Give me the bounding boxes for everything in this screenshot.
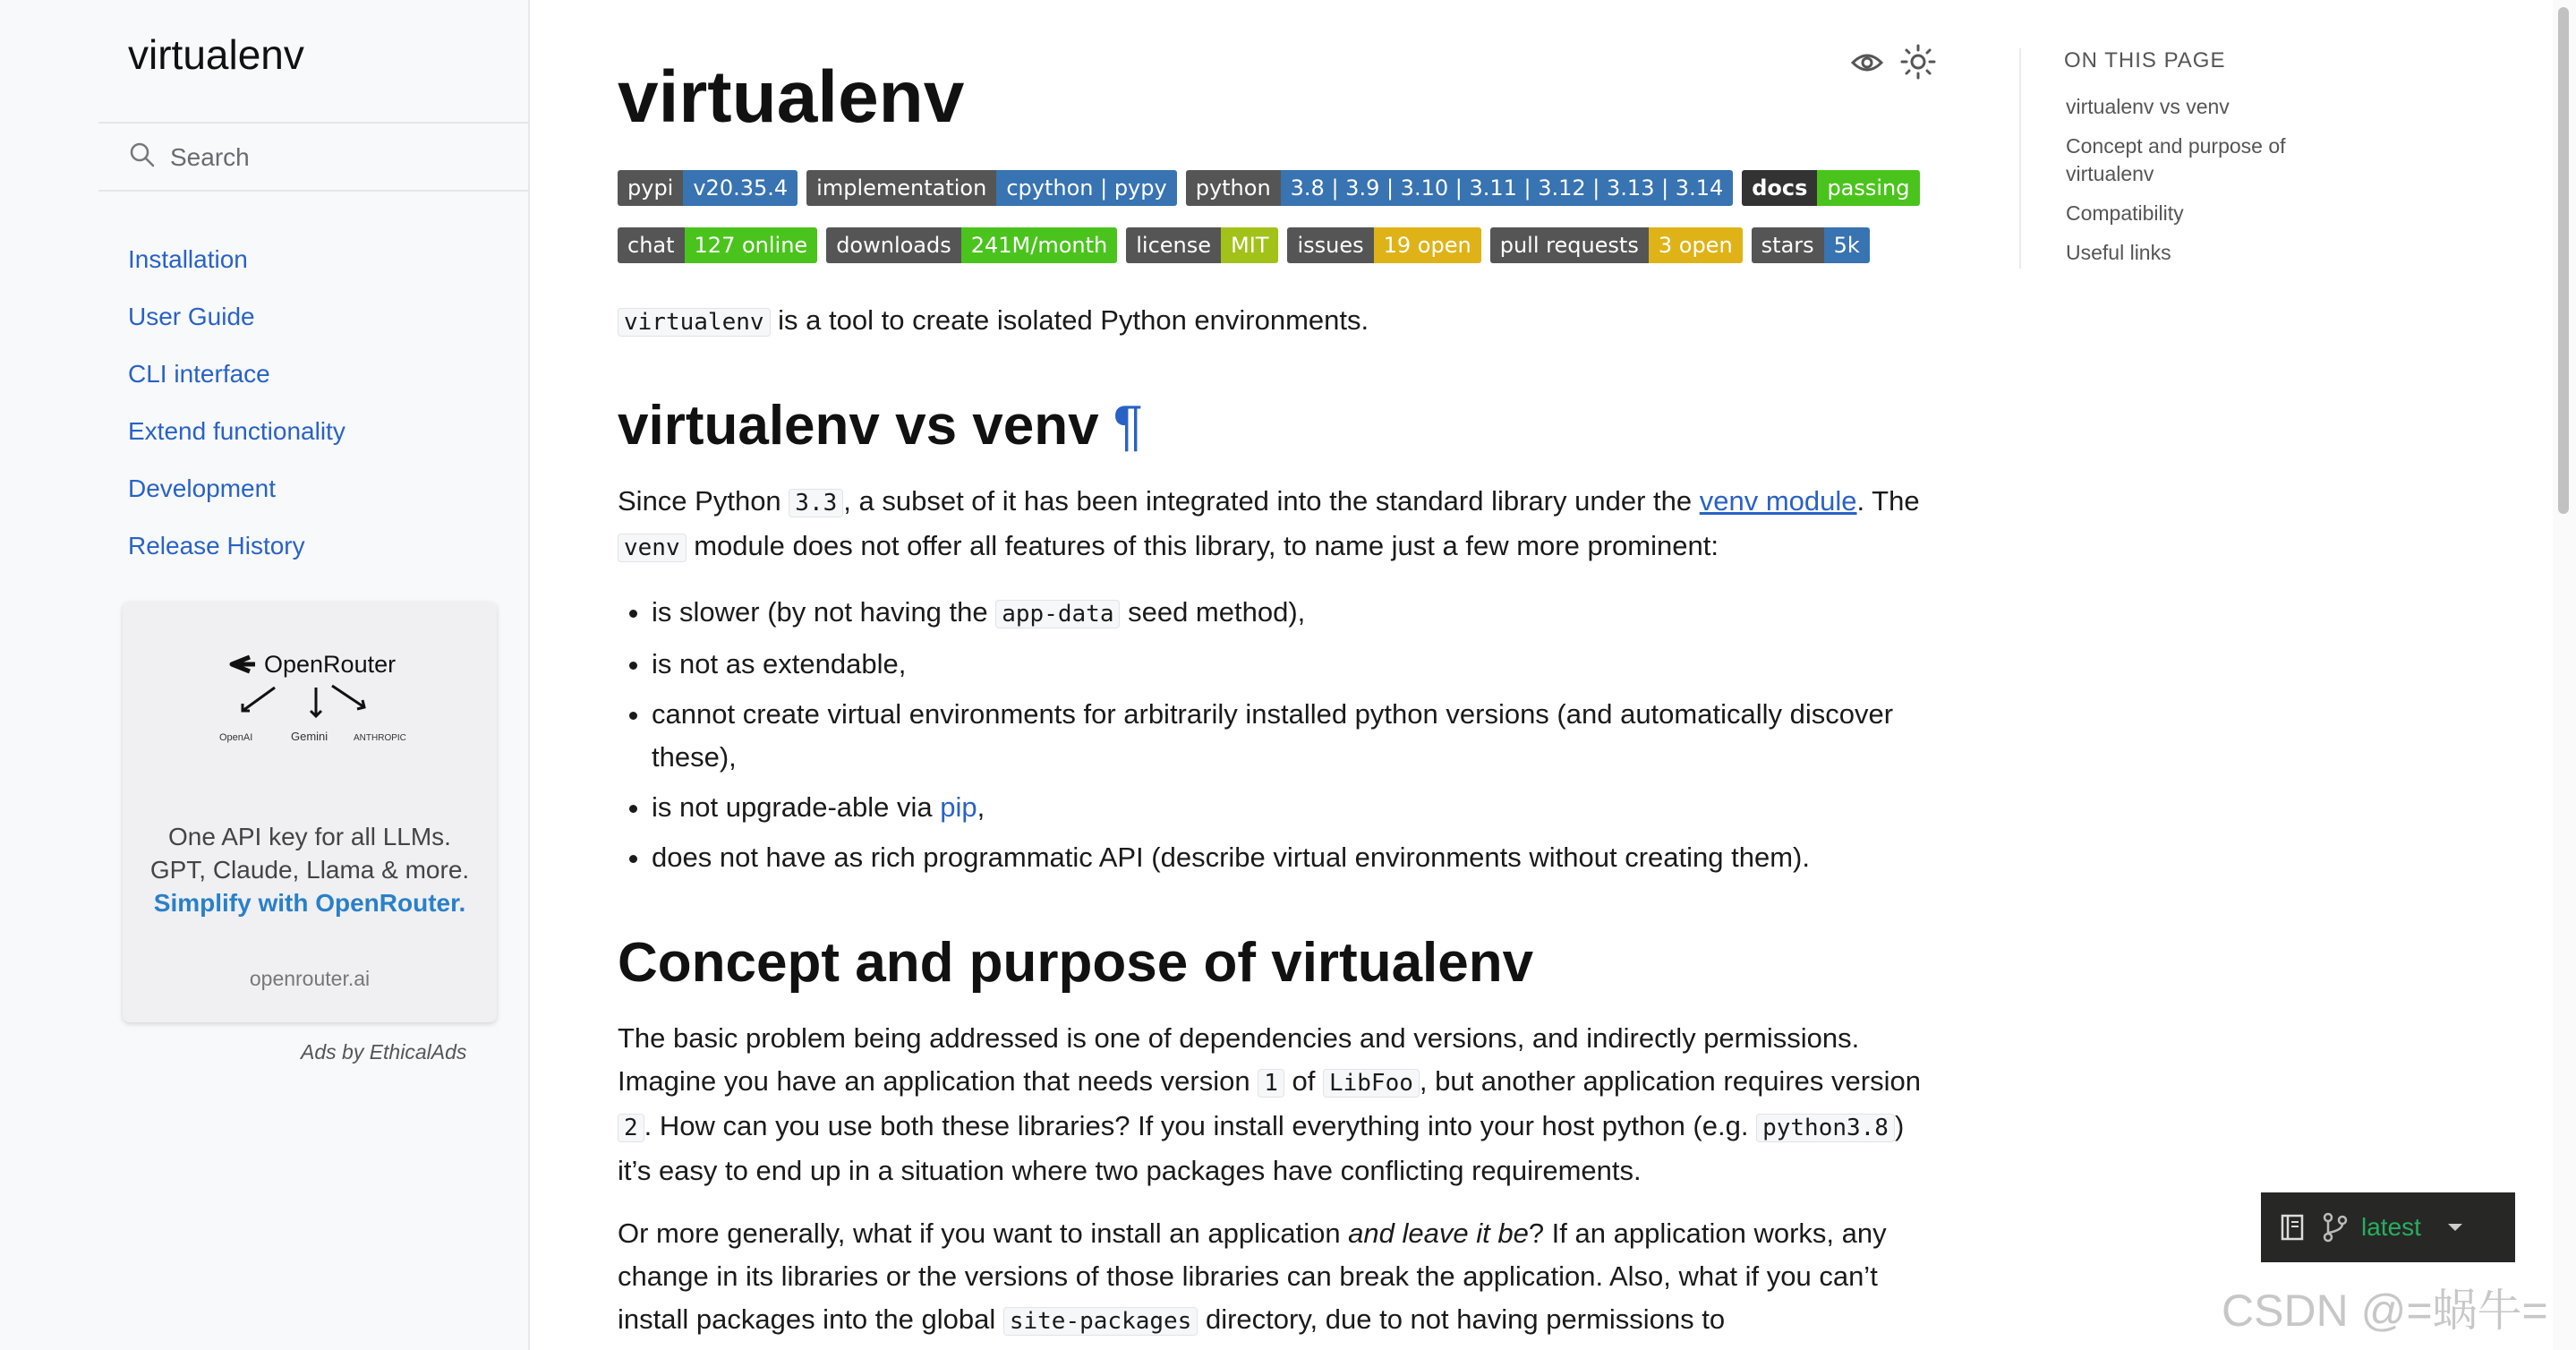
toc-item-concept-and-purpose[interactable]: Concept and purpose of virtualenv — [2066, 134, 2286, 185]
ad-brand-name: OpenRouter — [264, 651, 397, 678]
ad-domain: openrouter.ai — [249, 967, 371, 990]
book-icon — [2281, 1214, 2304, 1241]
ad-text — [141, 820, 479, 919]
heading-virtualenv-vs-venv: virtualenv vs venv ¶ — [618, 395, 1143, 457]
badge-pull-requests[interactable]: pull requests 3 open — [1490, 227, 1743, 263]
sidebar — [0, 0, 530, 1350]
badge-pypi[interactable]: pypi v20.35.4 — [618, 170, 798, 206]
site-brand[interactable]: virtualenv — [128, 31, 304, 78]
table-of-contents — [2019, 48, 2361, 269]
partner-openai: OpenAI — [219, 732, 253, 743]
list-item: • is not upgrade-able via pip, — [652, 786, 1942, 829]
venv-paragraph: Since Python 3.3 , a subset of it has been integrated into the standard library under the venv module. The venv module does not offer all features of this library, to name just a few more prominent: — [618, 485, 1920, 561]
toc-item-virtualenv-vs-venv[interactable]: virtualenv vs venv — [2066, 95, 2230, 118]
code-virtualenv: virtualenv — [618, 308, 771, 337]
search-icon — [129, 141, 156, 168]
badge-license[interactable]: license MIT — [1126, 227, 1278, 263]
badge-stars[interactable]: stars 5k — [1752, 227, 1870, 263]
concept-paragraph: The basic problem being addressed is one of dependencies and versions, and indirectly permissions. Imagine you have an application that needs version 1 of LibFoo , but another application requires version 2 . How can you use both these libraries? If you install everything into your host python (e.g. python3.8 ) it’s easy to end up in a situation where two packages have conflicting requirements. — [618, 1022, 1921, 1186]
watermark: CSDN @=蜗牛= — [2222, 1286, 2548, 1336]
sidebar-nav — [128, 242, 345, 585]
openrouter-logo — [219, 637, 416, 754]
sidebar-item-release-history[interactable]: Release History — [128, 532, 305, 560]
badge-docs[interactable]: docs passing — [1742, 170, 1919, 206]
sidebar-item-installation[interactable]: Installation — [128, 245, 248, 273]
list-item: • is slower (by not having the app-data seed method), — [652, 591, 1942, 636]
page-title: virtualenv — [618, 56, 965, 138]
badge-implementation[interactable]: implementation cpython | pypy — [806, 170, 1177, 206]
routing-arrows-icon — [243, 686, 364, 716]
badge-issues[interactable]: issues 19 open — [1287, 227, 1480, 263]
sidebar-item-cli-interface[interactable]: CLI interface — [128, 360, 270, 388]
theme-toggle-icon[interactable] — [1899, 43, 1937, 81]
ad-card[interactable] — [123, 602, 497, 1022]
ads-attribution[interactable]: Ads by EthicalAds — [301, 1040, 467, 1064]
version-label: latest — [2361, 1213, 2421, 1241]
sidebar-item-user-guide[interactable]: User Guide — [128, 303, 255, 330]
pip-link[interactable]: pip — [940, 791, 977, 823]
badge-downloads[interactable]: downloads 241M/month — [826, 227, 1117, 263]
toc-item-useful-links[interactable]: Useful links — [2066, 241, 2171, 264]
toc-item-compatibility[interactable]: Compatibility — [2066, 201, 2184, 225]
toc-title: ON THIS PAGE — [2064, 48, 2226, 73]
partner-anthropic: ANTHROPIC — [354, 733, 406, 743]
heading-concept-and-purpose: Concept and purpose of virtualenv — [618, 932, 1534, 994]
badge-row-1 — [618, 170, 1920, 206]
toc-list — [2066, 93, 2334, 278]
ad-copy: One API key for all LLMs. GPT, Claude, Llama & more. — [149, 823, 470, 884]
eye-icon[interactable] — [1849, 45, 1885, 81]
heading-permalink[interactable]: ¶ — [1113, 395, 1143, 457]
badge-row-2 — [618, 227, 1870, 263]
search-box[interactable] — [98, 122, 530, 192]
sidebar-item-development[interactable]: Development — [128, 474, 276, 502]
venv-differences-list — [618, 591, 1942, 886]
scrollbar-thumb[interactable] — [2558, 7, 2569, 514]
search-placeholder: Search — [170, 143, 250, 171]
badge-chat[interactable]: chat 127 online — [618, 227, 817, 263]
version-flyout[interactable] — [2261, 1192, 2515, 1262]
sidebar-item-extend-functionality[interactable]: Extend functionality — [128, 417, 345, 445]
intro-paragraph: virtualenv is a tool to create isolated Python environments. — [618, 299, 1942, 344]
ad-link[interactable]: Simplify with OpenRouter. — [153, 889, 466, 917]
venv-module-link[interactable]: venv module — [1699, 485, 1857, 517]
badge-python[interactable]: python 3.8 | 3.9 | 3.10 | 3.11 | 3.12 | 3.13 | 3.14 — [1186, 170, 1734, 206]
list-item: • is not as extendable, — [652, 643, 1942, 686]
openrouter-mark-icon — [232, 657, 255, 671]
chevron-down-icon — [2446, 1222, 2464, 1233]
list-item: • cannot create virtual environments for arbitrarily installed python versions (and automatically discover these), — [652, 693, 1942, 779]
partner-gemini: Gemini — [291, 730, 328, 743]
generality-paragraph: Or more generally, what if you want to install an application and leave it be? If an application works, any change in its libraries or the versions of those libraries can break the application. Also, what if you can’t install packages into the global site-packages directory, due to not having permissions to — [618, 1218, 1887, 1335]
git-branch-icon — [2322, 1212, 2349, 1243]
list-item: • does not have as rich programmatic API (describe virtual environments without creating them). — [652, 836, 1942, 879]
